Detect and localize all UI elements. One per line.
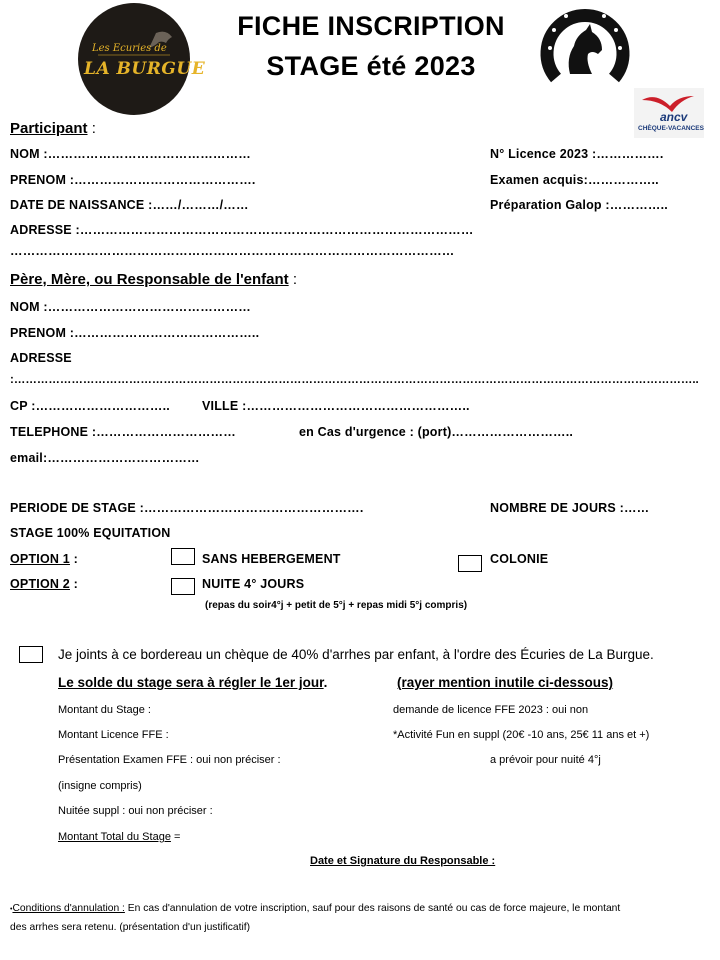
activite-fun: *Activité Fun en suppl (20€ -10 ans, 25€ 11 ans et +)	[393, 729, 650, 741]
parent-heading: Père, Mère, ou Responsable de l'enfant :	[10, 271, 297, 288]
option1-choice: SANS HEBERGEMENT	[202, 552, 341, 566]
participant-examen[interactable]: Examen acquis:……………..	[490, 173, 659, 187]
solde-text: Le solde du stage sera à régler le 1er jour.	[58, 675, 328, 690]
conditions-annulation: •Conditions d'annulation : En cas d'annulation de votre inscription, sauf pour des raisons de santé ou cas de force majeure, le montant	[10, 903, 621, 914]
parent-prenom[interactable]: PRENOM :……………………………………..	[10, 326, 260, 340]
montant-stage[interactable]: Montant du Stage :	[58, 704, 151, 716]
signature-label[interactable]: Date et Signature du Responsable :	[310, 855, 496, 867]
presentation-examen[interactable]: Présentation Examen FFE : oui non préciser :	[58, 754, 281, 766]
ancv-sub: CHÈQUE-VACANCES	[638, 125, 704, 132]
repas-note: (repas du soir4°j + petit de 5°j + repas midi 5°j compris)	[205, 600, 468, 611]
conditions-annulation-2: des arrhes sera retenu. (présentation d'un justificatif)	[10, 922, 251, 933]
stage-equitation: STAGE 100% EQUITATION	[10, 526, 171, 540]
prevoir-nuite: a prévoir pour nuité 4°j	[490, 754, 601, 766]
montant-total[interactable]: Montant Total du Stage =	[58, 831, 181, 843]
logo-line1: Les Ecuries de	[92, 43, 167, 54]
stage-jours[interactable]: NOMBRE DE JOURS :……	[490, 501, 650, 515]
parent-nom[interactable]: NOM :…………………………………………	[10, 300, 251, 314]
option2-choice: NUITE 4° JOURS	[202, 577, 305, 591]
participant-licence[interactable]: N° Licence 2023 :…………….	[490, 147, 664, 161]
participant-nom[interactable]: NOM :…………………………………………	[10, 147, 251, 161]
parent-adresse-line[interactable]: :……………………………………………………………………………………………………………………………………………………………..	[10, 374, 699, 386]
logo-line2: LA BURGUE	[84, 59, 206, 79]
participant-prenom[interactable]: PRENOM :…………………………………….	[10, 173, 256, 187]
rayer-text: (rayer mention inutile ci-dessous)	[397, 675, 614, 690]
stage-periode[interactable]: PERIODE DE STAGE :…………………………………………….	[10, 501, 364, 515]
option2-checkbox[interactable]	[171, 578, 195, 595]
colonie-label: COLONIE	[490, 552, 549, 566]
parent-email[interactable]: email:………………………………	[10, 451, 200, 465]
participant-adresse-2[interactable]: ……………………………………………………………………………………………	[10, 244, 455, 258]
parent-adresse: ADRESSE	[10, 351, 72, 365]
insigne-note: (insigne compris)	[58, 780, 142, 792]
parent-telephone[interactable]: TELEPHONE :……………………………	[10, 425, 236, 439]
title-line2: STAGE été 2023	[266, 51, 476, 81]
parent-ville[interactable]: VILLE :……………………………………………..	[202, 399, 470, 413]
parent-cp[interactable]: CP :…………………………..	[10, 399, 170, 413]
nuitee-suppl[interactable]: Nuitée suppl : oui non préciser :	[58, 805, 213, 817]
cheque-text: Je joints à ce bordereau un chèque de 40% d'arrhes par enfant, à l'ordre des Écuries de La Burgue.	[58, 647, 654, 662]
ecuries-logo	[78, 3, 206, 115]
participant-galop[interactable]: Préparation Galop :…………..	[490, 198, 668, 212]
participant-adresse[interactable]: ADRESSE :…………………………………………………………………………………	[10, 223, 474, 237]
title-line1: FICHE INSCRIPTION	[237, 11, 505, 41]
colonie-checkbox[interactable]	[458, 555, 482, 572]
option2-label: OPTION 2 :	[10, 577, 78, 591]
participant-heading: Participant :	[10, 120, 96, 137]
demande-licence[interactable]: demande de licence FFE 2023 : oui non	[393, 704, 589, 716]
montant-licence[interactable]: Montant Licence FFE :	[58, 729, 169, 741]
ancv-name: ancv	[660, 110, 688, 124]
cheque-checkbox[interactable]	[19, 646, 43, 663]
ancv-logo	[634, 88, 704, 138]
option1-checkbox[interactable]	[171, 548, 195, 565]
option1-label: OPTION 1 :	[10, 552, 78, 566]
horseshoe-horse-icon	[540, 2, 630, 82]
bullet: •	[10, 906, 13, 913]
participant-naissance[interactable]: DATE DE NAISSANCE :……/………/……	[10, 198, 249, 212]
parent-urgence[interactable]: en Cas d'urgence : (port)………………………..	[299, 425, 574, 439]
